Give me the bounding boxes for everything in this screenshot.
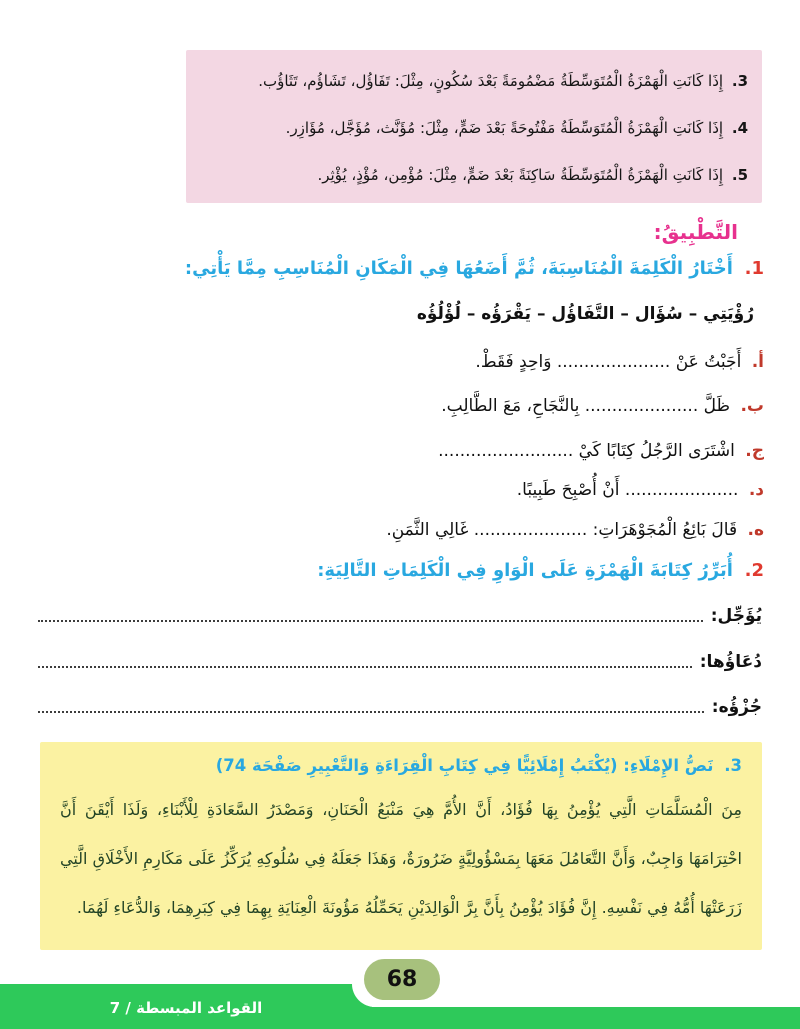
rule-text: إِذَا كَانَتِ الْهَمْزَةُ الْمُتَوَسِّطَةُ سَاكِنَةً بَعْدَ ضَمٍّ، مِثْلَ: مُؤْمِن، مُؤْذٍ، يُؤْثِر. [317, 166, 724, 184]
dictation-box [40, 742, 762, 950]
exercise1-number: 1. [744, 258, 764, 279]
item-marker: أ. [751, 352, 764, 372]
application-section-title: التَّطْبِيقُ: [653, 220, 738, 244]
exercise1-heading [185, 258, 764, 279]
dictation-line-3: أُمُّهُ فِي نَفْسِهِ. إِنَّ فُؤَادَ يُؤْمِنُ بِأَنَّ بِرَّ الْوَالِدَيْنِ يَحَمِّلُهُ مَؤُونَةَ الْعِنَايَةِ بِهِمَا فِي كِبَرِهِمَا، وَالدُّعَاءِ لَهُمَا. [76, 898, 695, 917]
hamza-rules-box [186, 50, 762, 203]
rule-item [194, 105, 748, 152]
fill-item-a [475, 352, 764, 372]
dictation-line-2: وَاجِبٌ، وَأَنَّ التَّعَامُلَ مَعَهَا بِمَسْؤُولِيَّةٍ ضَرُورَةٌ، وَهَذَا جَعَلَهُ فِي سُلُوكِهِ يُرَكِّزُ عَلَى مَكَارِمِ الأَخْلَاقِ الَّتِي زَرَعَتْهَا [60, 849, 742, 917]
item-text: ظَلَّ ..................... بِالنَّجَاحِ، مَعَ الطَّالِبِ. [441, 396, 731, 416]
item-marker: ه. [747, 520, 764, 540]
fill-item-c [438, 441, 764, 461]
item-marker: ب. [740, 396, 764, 416]
exercise2-heading [317, 560, 764, 581]
rule-text: إِذَا كَانَتِ الْهَمْزَةُ الْمُتَوَسِّطَةُ مَضْمُومَةً بَعْدَ سُكُونٍ، مِثْلَ: تَفَاؤُل، تَشَاؤُم، تَثَاؤُب. [258, 72, 724, 90]
dictation-number: 3. [724, 756, 742, 775]
dictation-text [60, 785, 742, 932]
fill-item-b [441, 396, 764, 416]
exercise2-instruction: أُبَرِّرُ كِتَابَةَ الْهَمْزَةِ عَلَى الْوَاوِ فِي الْكَلِمَاتِ التَّالِيَةِ: [317, 560, 733, 581]
footer-book-title: القواعد المبسطة / 7 [109, 999, 263, 1017]
dotted-answer-line [38, 699, 704, 713]
answer-line-2 [38, 652, 762, 672]
answer-word: يُؤَجِّل: [710, 606, 762, 626]
item-text: قَالَ بَائِعُ الْمُجَوْهَرَاتِ: ..................... غَالِي الثَّمَنِ. [386, 520, 738, 540]
exercise1-instruction: أَخْتَارُ الْكَلِمَةَ الْمُنَاسِبَةَ، ثُمَّ أَضَعُهَا فِي الْمَكَانِ الْمُنَاسِبِ مِمَّا يَأْتِي: [184, 258, 733, 279]
item-text: ..................... أَنْ أُصْبِحَ طَبِيبًا. [516, 480, 739, 500]
rule-number: 5. [731, 166, 748, 184]
answer-word: دُعَاؤُها: [699, 652, 762, 672]
answer-line-3 [38, 697, 762, 717]
item-marker: ج. [745, 441, 764, 461]
answer-word: جُزْؤُه: [711, 697, 762, 717]
answer-line-1 [38, 606, 762, 626]
fill-item-e [386, 520, 764, 540]
rule-text: إِذَا كَانَتِ الْهَمْزَةُ الْمُتَوَسِّطَةُ مَفْتُوحَةً بَعْدَ ضَمٍّ، مِثْلَ: مُؤَنَّث، مُؤَجَّل، مُؤَازِر. [285, 119, 724, 137]
fill-item-d [517, 480, 764, 500]
page-number-badge: 68 [364, 959, 440, 1000]
dictation-heading-text: نَصُّ الإِمْلَاءِ: (يُكْتَبُ إِمْلَائِيًّا فِي كِتَابِ الْقِرَاءَةِ وَالتَّعْبِيرِ صَفْحَة 74) [215, 756, 714, 775]
exercise2-number: 2. [744, 560, 764, 581]
dictation-line-1: مِنَ الْمُسَلَّمَاتِ الَّتِي يُؤْمِنُ بِهَا فُؤَادُ، أَنَّ الأُمَّ هِيَ مَنْبَعُ الْحَنَانِ، وَمَصْدَرُ السَّعَادَةِ لِلْأَبْنَاءِ، وَلَذَا أَيْقَنَ أَنَّ احْتِرَامَهَا [60, 800, 742, 868]
word-bank: رُؤْيَتِي – سُؤَال – التَّفَاؤُل – يَقْرَؤُه – لُؤْلُؤُه [416, 304, 754, 324]
dictation-heading [60, 756, 742, 775]
item-text: أَجَبْتُ عَنْ ..................... وَاحِدٍ فَقَطْ. [475, 352, 742, 372]
dotted-answer-line [38, 654, 692, 668]
rule-number: 4. [731, 119, 748, 137]
item-text: اشْتَرَى الرَّجُلُ كِتَابًا كَيْ ......................... [438, 441, 735, 461]
rule-item [194, 152, 748, 199]
rule-item [194, 58, 748, 105]
rule-number: 3. [731, 72, 748, 90]
dotted-answer-line [38, 608, 703, 622]
item-marker: د. [748, 480, 764, 500]
